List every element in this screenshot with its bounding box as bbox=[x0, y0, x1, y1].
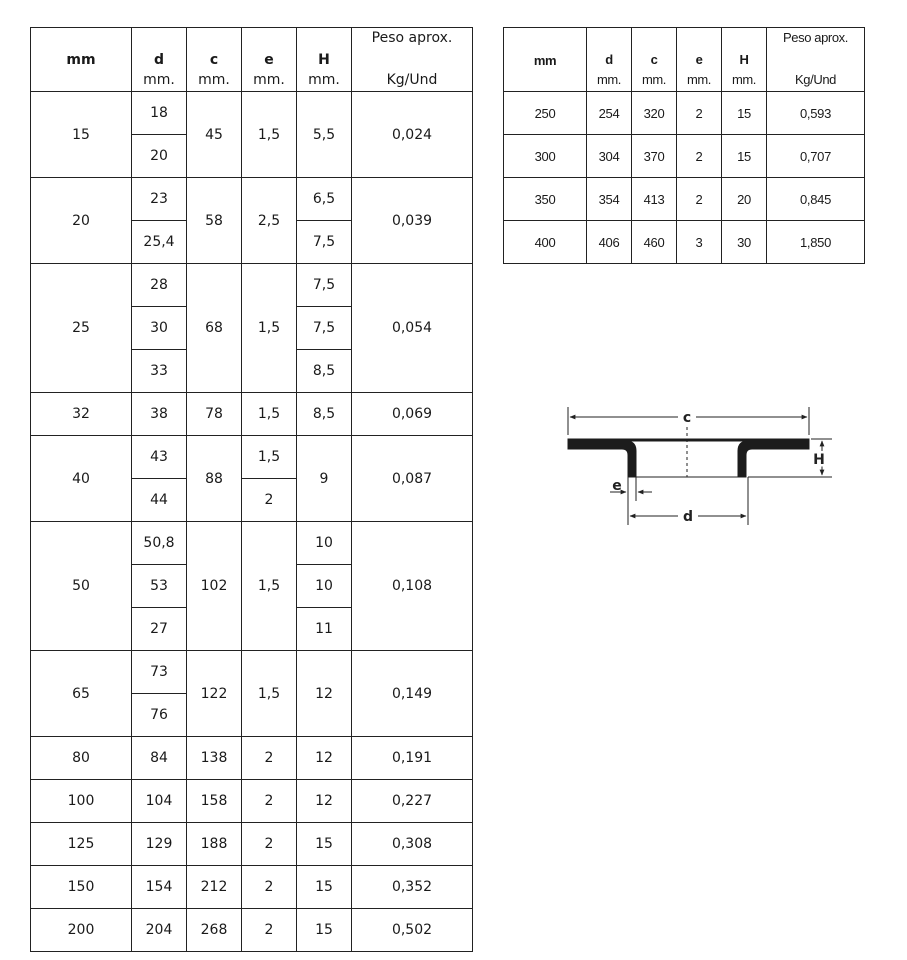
table-row bbox=[504, 178, 865, 221]
cell-H: 7,5 bbox=[297, 307, 352, 350]
cell-c: 413 bbox=[632, 178, 677, 221]
cell-e: 2 bbox=[242, 780, 297, 823]
cell-peso: 0,707 bbox=[767, 135, 865, 178]
cell-mm: 400 bbox=[504, 221, 587, 264]
cell-e: 2 bbox=[677, 135, 722, 178]
cell-mm: 300 bbox=[504, 135, 587, 178]
cell-H: 9 bbox=[297, 436, 352, 522]
flange-cross-section-diagram bbox=[560, 405, 840, 535]
flange-shape bbox=[568, 439, 809, 477]
cell-c: 268 bbox=[187, 909, 242, 952]
cell-c: 102 bbox=[187, 522, 242, 651]
cell-H: 12 bbox=[297, 651, 352, 737]
cell-d: 204 bbox=[132, 909, 187, 952]
cell-H: 15 bbox=[722, 135, 767, 178]
cell-H: 15 bbox=[722, 92, 767, 135]
table-body bbox=[31, 92, 473, 952]
table-row bbox=[31, 866, 473, 909]
table-row bbox=[31, 522, 473, 565]
header-peso: Peso aprox. Kg/Und bbox=[767, 28, 865, 92]
cell-d: 73 bbox=[132, 651, 187, 694]
cell-d: 18 bbox=[132, 92, 187, 135]
cell-c: 460 bbox=[632, 221, 677, 264]
cell-peso: 0,087 bbox=[352, 436, 473, 522]
cell-d: 27 bbox=[132, 608, 187, 651]
table-row bbox=[31, 178, 473, 221]
cell-d: 30 bbox=[132, 307, 187, 350]
cell-H: 15 bbox=[297, 909, 352, 952]
cell-e: 1,5 bbox=[242, 264, 297, 393]
cell-e: 2 bbox=[242, 909, 297, 952]
cell-mm: 100 bbox=[31, 780, 132, 823]
table-body bbox=[504, 92, 865, 264]
cell-mm: 32 bbox=[31, 393, 132, 436]
table-row bbox=[31, 651, 473, 694]
table-row bbox=[31, 92, 473, 135]
cell-d: 38 bbox=[132, 393, 187, 436]
cell-mm: 80 bbox=[31, 737, 132, 780]
cell-e: 1,5 bbox=[242, 92, 297, 178]
cell-e: 2 bbox=[677, 92, 722, 135]
cell-c: 138 bbox=[187, 737, 242, 780]
cell-e: 2 bbox=[242, 479, 297, 522]
header-row bbox=[504, 28, 865, 92]
cell-d: 23 bbox=[132, 178, 187, 221]
cell-d: 20 bbox=[132, 135, 187, 178]
cell-d: 304 bbox=[587, 135, 632, 178]
cell-H: 15 bbox=[297, 823, 352, 866]
cell-peso: 0,308 bbox=[352, 823, 473, 866]
header-e: e mm. bbox=[677, 28, 722, 92]
table-row bbox=[31, 436, 473, 479]
cell-e: 1,5 bbox=[242, 651, 297, 737]
cell-d: 104 bbox=[132, 780, 187, 823]
cell-H: 15 bbox=[297, 866, 352, 909]
cell-d: 154 bbox=[132, 866, 187, 909]
cell-d: 50,8 bbox=[132, 522, 187, 565]
cell-d: 43 bbox=[132, 436, 187, 479]
cell-H: 7,5 bbox=[297, 264, 352, 307]
dimensions-table-large bbox=[503, 27, 865, 264]
cell-peso: 0,227 bbox=[352, 780, 473, 823]
cell-H: 8,5 bbox=[297, 350, 352, 393]
header-d: d mm. bbox=[587, 28, 632, 92]
cell-mm: 40 bbox=[31, 436, 132, 522]
cell-peso: 0,352 bbox=[352, 866, 473, 909]
cell-peso: 0,593 bbox=[767, 92, 865, 135]
label-H: H bbox=[813, 452, 825, 468]
cell-d: 53 bbox=[132, 565, 187, 608]
cell-mm: 25 bbox=[31, 264, 132, 393]
cell-e: 2,5 bbox=[242, 178, 297, 264]
cell-d: 44 bbox=[132, 479, 187, 522]
cell-c: 188 bbox=[187, 823, 242, 866]
cell-c: 78 bbox=[187, 393, 242, 436]
cell-peso: 0,149 bbox=[352, 651, 473, 737]
cell-c: 212 bbox=[187, 866, 242, 909]
cell-H: 11 bbox=[297, 608, 352, 651]
label-d: d bbox=[682, 509, 694, 525]
cell-e: 2 bbox=[242, 737, 297, 780]
cell-H: 12 bbox=[297, 780, 352, 823]
cell-mm: 150 bbox=[31, 866, 132, 909]
cell-mm: 50 bbox=[31, 522, 132, 651]
table-row bbox=[31, 780, 473, 823]
cell-H: 30 bbox=[722, 221, 767, 264]
header-e: e mm. bbox=[242, 28, 297, 92]
cell-c: 58 bbox=[187, 178, 242, 264]
table-row bbox=[504, 92, 865, 135]
label-e: e bbox=[612, 478, 622, 494]
header-c: c mm. bbox=[632, 28, 677, 92]
cell-c: 45 bbox=[187, 92, 242, 178]
cell-d: 84 bbox=[132, 737, 187, 780]
header-H: H mm. bbox=[297, 28, 352, 92]
table-row bbox=[31, 737, 473, 780]
cell-d: 354 bbox=[587, 178, 632, 221]
cell-peso: 0,108 bbox=[352, 522, 473, 651]
cell-c: 158 bbox=[187, 780, 242, 823]
cell-e: 2 bbox=[242, 866, 297, 909]
table-row bbox=[31, 393, 473, 436]
cell-peso: 0,024 bbox=[352, 92, 473, 178]
cell-peso: 0,845 bbox=[767, 178, 865, 221]
cell-H: 6,5 bbox=[297, 178, 352, 221]
table-row bbox=[31, 823, 473, 866]
header-H: H mm. bbox=[722, 28, 767, 92]
cell-d: 25,4 bbox=[132, 221, 187, 264]
cell-peso: 1,850 bbox=[767, 221, 865, 264]
cell-H: 7,5 bbox=[297, 221, 352, 264]
dimension-e bbox=[610, 477, 652, 525]
cell-c: 320 bbox=[632, 92, 677, 135]
cell-peso: 0,069 bbox=[352, 393, 473, 436]
cell-mm: 65 bbox=[31, 651, 132, 737]
table-row bbox=[504, 135, 865, 178]
cell-c: 68 bbox=[187, 264, 242, 393]
cell-c: 122 bbox=[187, 651, 242, 737]
cell-d: 28 bbox=[132, 264, 187, 307]
header-d: d mm. bbox=[132, 28, 187, 92]
cell-e: 1,5 bbox=[242, 393, 297, 436]
cell-d: 129 bbox=[132, 823, 187, 866]
cell-e: 1,5 bbox=[242, 436, 297, 479]
cell-e: 2 bbox=[242, 823, 297, 866]
cell-mm: 200 bbox=[31, 909, 132, 952]
cell-d: 406 bbox=[587, 221, 632, 264]
dimensions-table-small bbox=[30, 27, 473, 952]
table-row bbox=[31, 909, 473, 952]
header-peso: Peso aprox. Kg/Und bbox=[352, 28, 473, 92]
cell-H: 20 bbox=[722, 178, 767, 221]
cell-peso: 0,502 bbox=[352, 909, 473, 952]
header-row bbox=[31, 28, 473, 92]
cell-d: 254 bbox=[587, 92, 632, 135]
cell-mm: 15 bbox=[31, 92, 132, 178]
cell-e: 2 bbox=[677, 178, 722, 221]
cell-mm: 350 bbox=[504, 178, 587, 221]
cell-mm: 250 bbox=[504, 92, 587, 135]
dimension-c bbox=[568, 407, 809, 435]
table-row bbox=[504, 221, 865, 264]
cell-c: 370 bbox=[632, 135, 677, 178]
cell-peso: 0,039 bbox=[352, 178, 473, 264]
cell-e: 1,5 bbox=[242, 522, 297, 651]
cell-H: 12 bbox=[297, 737, 352, 780]
cell-peso: 0,054 bbox=[352, 264, 473, 393]
cell-c: 88 bbox=[187, 436, 242, 522]
cell-d: 33 bbox=[132, 350, 187, 393]
cell-peso: 0,191 bbox=[352, 737, 473, 780]
cell-H: 10 bbox=[297, 522, 352, 565]
cell-H: 5,5 bbox=[297, 92, 352, 178]
cell-e: 3 bbox=[677, 221, 722, 264]
cell-H: 8,5 bbox=[297, 393, 352, 436]
cell-H: 10 bbox=[297, 565, 352, 608]
header-mm: mm bbox=[504, 28, 587, 92]
cell-mm: 20 bbox=[31, 178, 132, 264]
label-c: c bbox=[682, 410, 692, 426]
header-c: c mm. bbox=[187, 28, 242, 92]
table-row bbox=[31, 264, 473, 307]
dimension-d bbox=[630, 477, 748, 525]
cell-mm: 125 bbox=[31, 823, 132, 866]
header-mm: mm bbox=[31, 28, 132, 92]
cell-d: 76 bbox=[132, 694, 187, 737]
